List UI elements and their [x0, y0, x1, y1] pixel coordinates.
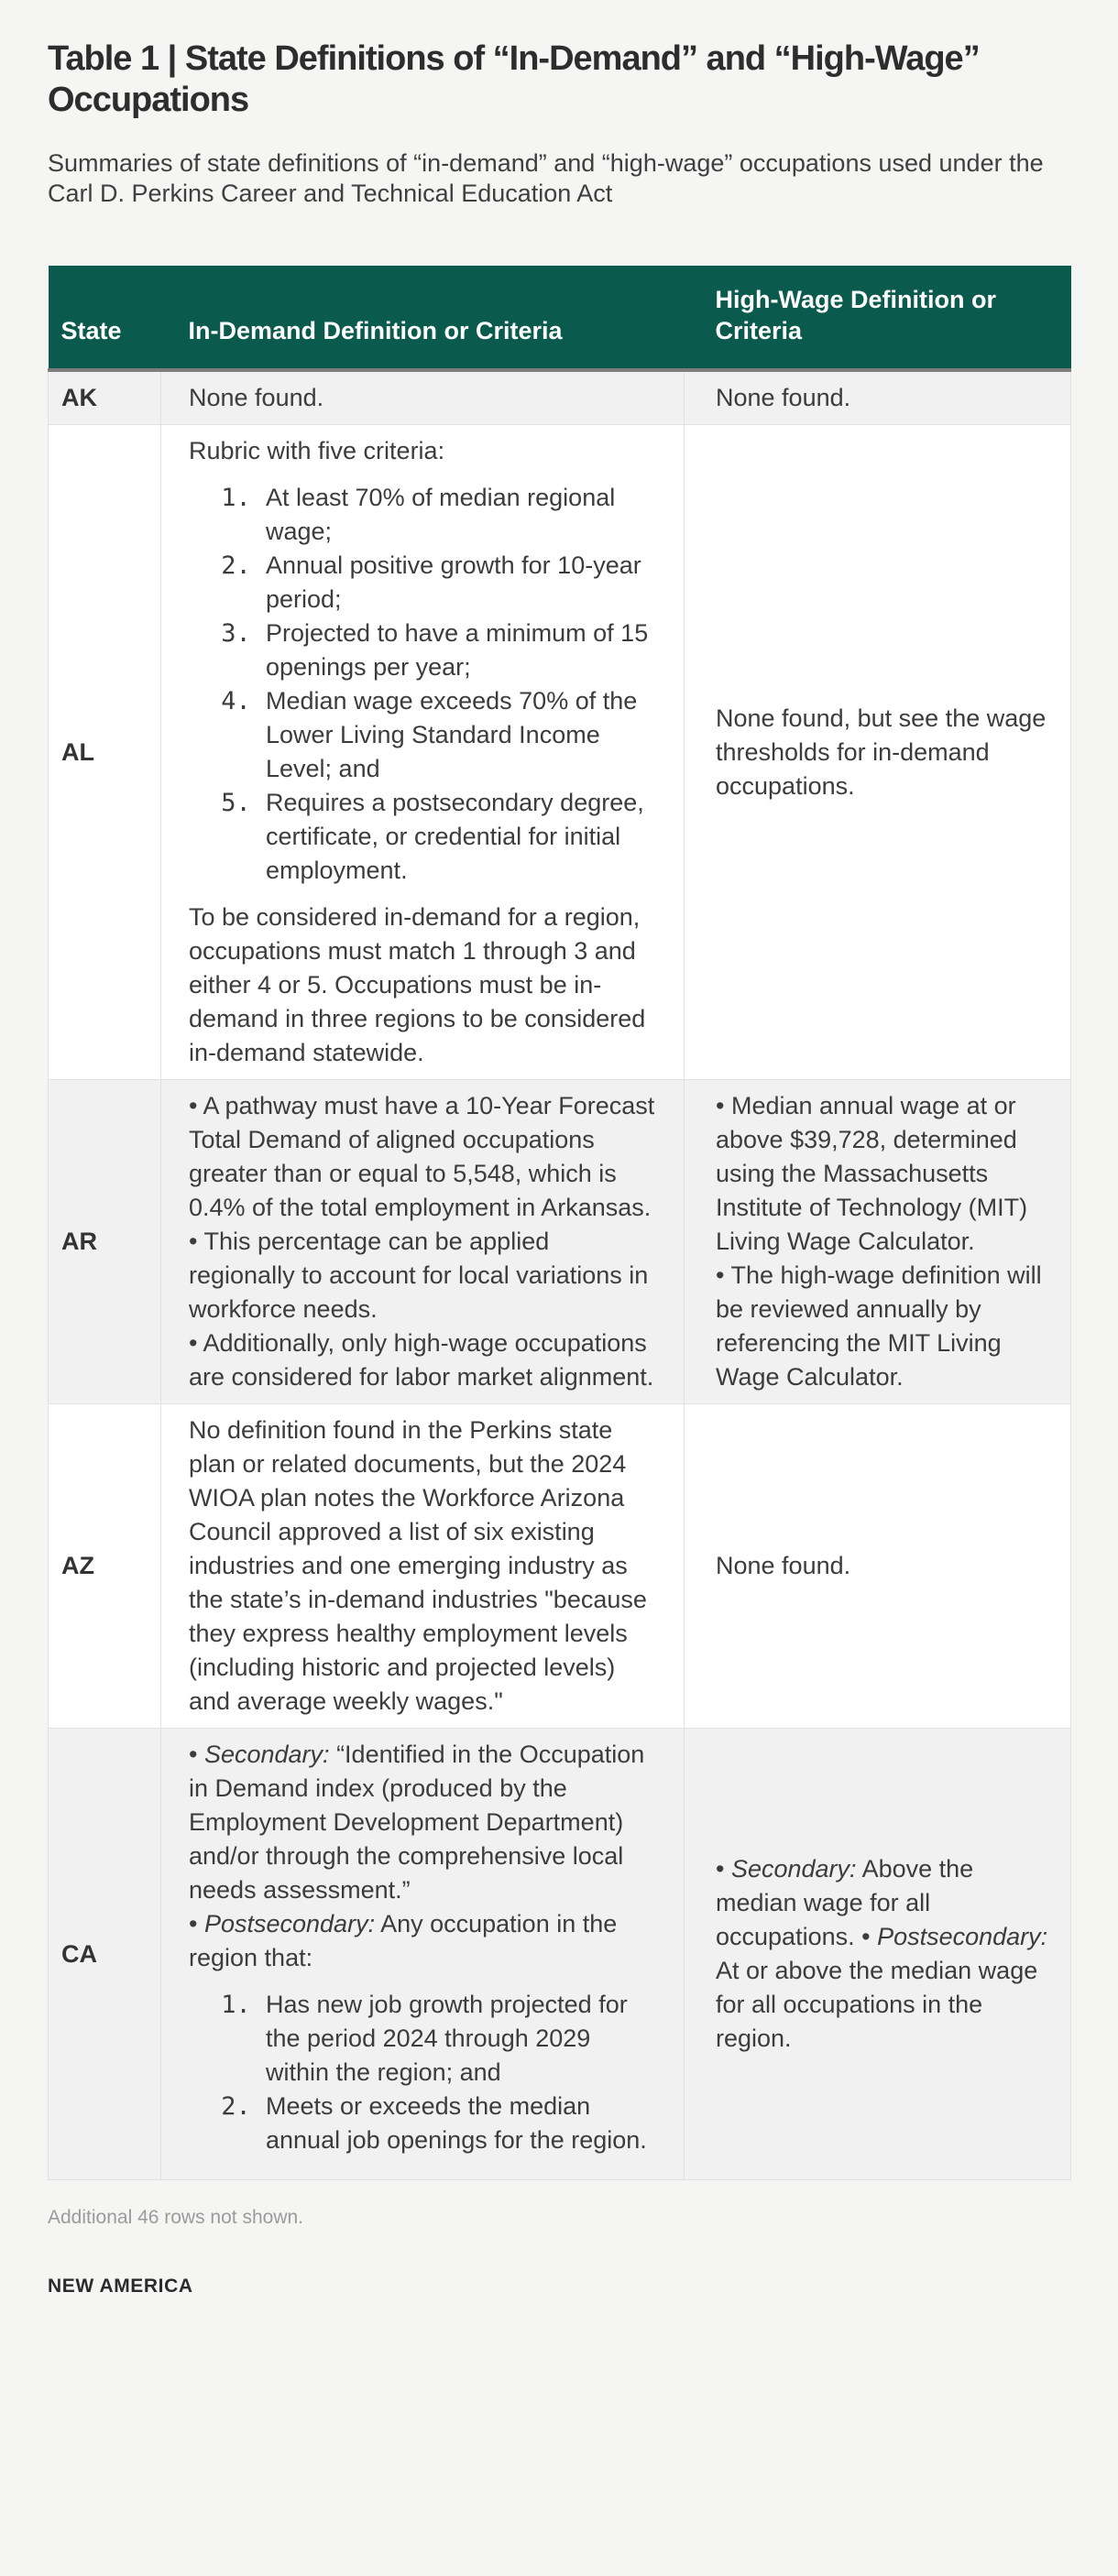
criteria-list-item: [266, 786, 660, 888]
criteria-list-item: [266, 684, 660, 786]
text-run: • Median annual wage at or above $39,728, determined using the Massachusetts Institute of Technology (MIT) Living Wage Calculator.: [716, 1092, 1028, 1255]
text-run: No definition found in the Perkins state plan or related documents, but the 2024 WIOA plan notes the Workforce Arizona Council approved a list of six existing industries and one emerging industry as the state’s in-demand industries "because they express healthy employment levels (including historic and projected levels) and average weekly wages.": [189, 1416, 647, 1715]
state-cell: AL: [49, 425, 161, 1080]
table-header-row: [49, 266, 1071, 370]
text-run: Meets or exceeds the median annual job openings for the region.: [266, 2092, 647, 2154]
column-header-in-demand: In-Demand Definition or Criteria: [161, 266, 685, 370]
page-subtitle: Summaries of state definitions of “in-demand” and “high-wage” occupations used under the Carl D. Perkins Career and Technical Education Act: [48, 149, 1044, 207]
text-run: Above the median wage for all occupations. •: [716, 1855, 974, 1950]
text-run: To be considered in-demand for a region, occupations must match 1 through 3 and either 4 or 5. Occupations must be in-demand in three regions to be considered in-demand statewide.: [189, 903, 646, 1066]
in-demand-cell: [161, 370, 685, 425]
italic-text-run: Postsecondary:: [877, 1923, 1048, 1950]
brand-logo: NEW AMERICA: [48, 2276, 193, 2297]
text-run: • Additionally, only high-wage occupations are considered for labor market alignment.: [189, 1329, 654, 1391]
table-header: [49, 266, 1071, 370]
text-run: None found.: [716, 1552, 851, 1579]
text-run: •: [189, 1741, 204, 1768]
cell-paragraph: [189, 1326, 660, 1394]
text-run: •: [716, 1855, 731, 1883]
criteria-list-item: [266, 1988, 660, 2090]
rows-not-shown-note: Additional 46 rows not shown.: [48, 2207, 303, 2228]
criteria-list-item: [266, 549, 660, 617]
text-run: “Identified in the Occupation in Demand index (produced by the Employment Development Department) and/or through the comprehensive local needs assessment.”: [189, 1741, 645, 1904]
table-row-az: [49, 1404, 1071, 1729]
text-run: • A pathway must have a 10-Year Forecast Total Demand of aligned occupations greater than or equal to 5,548, which is 0.4% of the total employment in Arkansas.: [189, 1092, 655, 1221]
table-body: [49, 370, 1071, 2180]
text-run: Has new job growth projected for the period 2024 through 2029 within the region; and: [266, 1991, 628, 2086]
text-run: Projected to have a minimum of 15 openings per year;: [266, 619, 649, 681]
cell-paragraph: [716, 702, 1059, 803]
criteria-list-item: [266, 617, 660, 684]
cell-paragraph: [716, 1549, 1059, 1583]
italic-text-run: Postsecondary:: [203, 1910, 376, 1937]
text-run: Rubric with five criteria:: [189, 437, 445, 464]
page-title: Table 1 | State Definitions of “In-Demand” and “High-Wage” Occupations: [48, 39, 980, 119]
in-demand-cell: [161, 1080, 685, 1404]
criteria-ordered-list: [189, 481, 660, 888]
cell-paragraph: [189, 381, 660, 415]
cell-paragraph: [716, 1089, 1059, 1259]
criteria-list-item: [266, 481, 660, 549]
text-run: • This percentage can be applied regionally to account for local variations in workforce needs.: [189, 1228, 649, 1323]
text-run: At or above the median wage for all occupations in the region.: [716, 1957, 1038, 2052]
text-run: Any occupation in the region that:: [189, 1910, 618, 1971]
high-wage-cell: [685, 1729, 1071, 2180]
text-run: Median wage exceeds 70% of the Lower Living Standard Income Level; and: [266, 687, 638, 782]
in-demand-cell: [161, 1729, 685, 2180]
table-row-ak: [49, 370, 1071, 425]
italic-text-run: Secondary:: [203, 1741, 330, 1768]
cell-paragraph: [716, 1259, 1059, 1394]
text-run: None found.: [716, 384, 851, 411]
state-definitions-table: [48, 266, 1071, 2180]
cell-paragraph: [189, 434, 660, 468]
column-header-state: State: [49, 266, 161, 370]
cell-paragraph: [716, 381, 1059, 415]
cell-paragraph: [189, 1414, 660, 1719]
column-header-high-wage: High-Wage Definition or Criteria: [685, 266, 1071, 370]
text-run: None found.: [189, 384, 324, 411]
cell-paragraph: [189, 1225, 660, 1326]
state-cell: AZ: [49, 1404, 161, 1729]
in-demand-cell: [161, 425, 685, 1080]
text-run: Annual positive growth for 10-year period;: [266, 551, 641, 613]
table-row-al: [49, 425, 1071, 1080]
high-wage-cell: [685, 1080, 1071, 1404]
table-row-ar: [49, 1080, 1071, 1404]
text-run: •: [189, 1910, 204, 1937]
criteria-list-item: [266, 2090, 660, 2157]
italic-text-run: Secondary:: [730, 1855, 857, 1883]
high-wage-cell: [685, 1404, 1071, 1729]
criteria-ordered-list: [189, 1988, 660, 2157]
high-wage-cell: [685, 425, 1071, 1080]
cell-paragraph: [189, 1089, 660, 1225]
text-run: None found, but see the wage thresholds for in-demand occupations.: [716, 704, 1047, 800]
cell-paragraph: [189, 1738, 660, 1907]
cell-paragraph: [716, 1852, 1059, 2056]
cell-paragraph: [189, 1907, 660, 1975]
in-demand-cell: [161, 1404, 685, 1729]
state-cell: CA: [49, 1729, 161, 2180]
cell-paragraph: [189, 901, 660, 1070]
state-cell: AK: [49, 370, 161, 425]
high-wage-cell: [685, 370, 1071, 425]
state-cell: AR: [49, 1080, 161, 1404]
table-row-ca: [49, 1729, 1071, 2180]
text-run: • The high-wage definition will be reviewed annually by referencing the MIT Living Wage Calculator.: [716, 1261, 1042, 1391]
text-run: Requires a postsecondary degree, certificate, or credential for initial employment.: [266, 789, 644, 884]
text-run: At least 70% of median regional wage;: [266, 484, 616, 545]
